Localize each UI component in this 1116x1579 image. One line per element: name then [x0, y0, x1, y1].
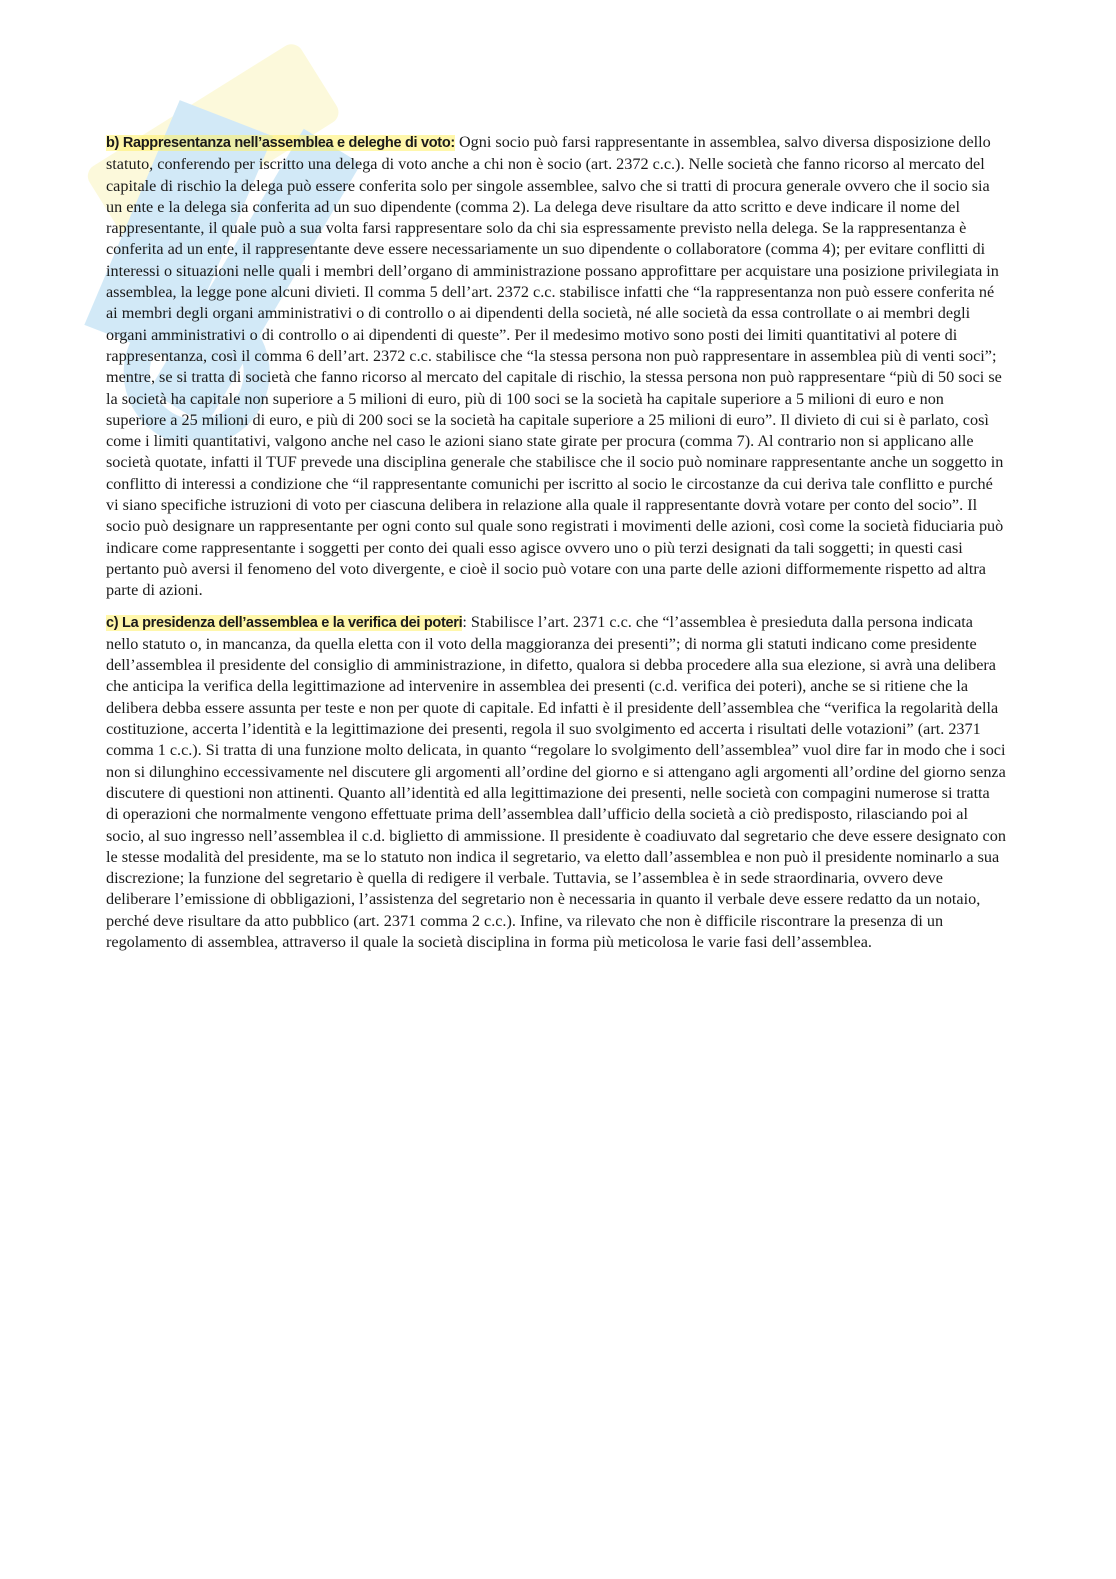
section-body-presidenza: : Stabilisce l’art. 2371 c.c. che “l’assemblea è presieduta dalla persona indicata nello statuto o, in mancanza, da quella eletta con il voto della maggioranza dei presenti”; di norma gli statuti indicano come presidente dell’assemblea il presidente del consiglio di amministrazione, in difetto, qualora si debba procedere alla sua elezione, si avrà una delibera che anticipa la verifica della legittimazione ad intervenire in assemblea dei presenti (c.d. verifica dei poteri), anche se si ritiene che la delibera debba essere assunta per teste e non per quote di capitale. Ed infatti è il presidente dell’assemblea che “verifica la regolarità della costituzione, accerta l’identità e la legittimazione dei presenti, regola il suo svolgimento ed accerta i risultati delle votazioni” (art. 2371 comma 1 c.c.). Si tratta di una funzione molto delicata, in quanto “regolare lo svolgimento dell’assemblea” vuol dire far in modo che i soci non si dilunghino eccessivamente nel discutere gli argomenti all’ordine del giorno e si attengano agli argomenti all’ordine del giorno senza discutere di questioni non attinenti. Quanto all’identità ed alla legittimazione dei presenti, nelle società con compagini numerose si tratta di operazioni che normalmente vengono effettuate prima dell’assemblea dall’ufficio della società a ciò predisposto, rilasciando poi al socio, al suo ingresso nell’assemblea il c.d. biglietto di ammissione. Il presidente è coadiuvato dal segretario che deve essere designato con le stesse modalità del presidente, ma se lo statuto non indica il segretario, va eletto dall’assemblea e non può il presidente nominarlo a sua discrezione; la funzione del segretario è quella di redigere il verbale. Tuttavia, se l’assemblea è in sede straordinaria, ovvero deve deliberare l’emissione di obbligazioni, l’assistenza del segretario non è necessaria in quanto il verbale deve essere redatto da un notaio, perché deve risultare da atto pubblico (art. 2371 comma 2 c.c.). Infine, va rilevato che non è difficile riscontrare la presenza di un regolamento di assemblea, attraverso il quale la società disciplina in forma più meticolosa le varie fasi dell’assemblea.: [106, 612, 1006, 951]
document-page: [106, 132, 1006, 963]
paragraph-presidenza: [106, 612, 1006, 954]
paragraph-rappresentanza: [106, 132, 1006, 602]
section-heading-presidenza: c) La presidenza dell’assemblea e la verifica dei poteri: [106, 614, 463, 631]
section-heading-rappresentanza: b) Rappresentanza nell’assemblea e deleghe di voto:: [106, 135, 455, 151]
section-body-rappresentanza: Ogni socio può farsi rappresentante in assemblea, salvo diversa disposizione dello statuto, conferendo per iscritto una delega di voto anche a chi non è socio (art. 2372 c.c.). Nelle società che fanno ricorso al mercato del capitale di rischio la delega può essere conferita solo per singole assemblee, salvo che si tratti di procura generale ovvero che il socio sia un ente e la delega sia conferita ad un suo dipendente (comma 2). La delega deve risultare da atto scritto e deve indicare il nome del rappresentante, il quale può a sua volta farsi rappresentare solo da chi sia espressamente previsto nella delega. Se la rappresentanza è conferita ad un ente, il rappresentante deve essere necessariamente un suo dipendente o collaboratore (comma 4); per evitare conflitti di interessi o situazioni nelle quali i membri dell’organo di amministrazione possano approfittare per acquistare una posizione privilegiata in assemblea, la legge pone alcuni divieti. Il comma 5 dell’art. 2372 c.c. stabilisce infatti che “la rappresentanza non può essere conferita né ai membri degli organi amministrativi o di controllo o ai dipendenti della società, né alle società da essa controllate o ai membri degli organi amministrativi o di controllo o ai dipendenti di queste”. Per il medesimo motivo sono posti dei limiti quantitativi al potere di rappresentanza, così il comma 6 dell’art. 2372 c.c. stabilisce che “la stessa persona non può rappresentare in assemblea più di venti soci”; mentre, se si tratta di società che fanno ricorso al mercato del capitale di rischio, la stessa persona non può rappresentare “più di 50 soci se la società ha capitale non superiore a 5 milioni di euro, più di 100 soci se la società ha capitale superiore a 5 milioni di euro e non superiore a 25 milioni di euro, e più di 200 soci se la società ha capitale superiore a 25 milioni di euro”. Il divieto di cui si è parlato, così come i limiti quantitativi, valgono anche nel caso le azioni siano state girate per procura (comma 7). Al contrario non si applicano alle società quotate, infatti il TUF prevede una disciplina generale che stabilisce che il socio può nominare rappresentante anche un soggetto in conflitto di interessi a condizione che “il rappresentante comunichi per iscritto al socio le circostanze da cui deriva tale conflitto e purché vi siano specifiche istruzioni di voto per ciascuna delibera in relazione alla quale il rappresentante dovrà votare per conto del socio”. Il socio può designare un rappresentante per ogni conto sul quale sono registrati i movimenti delle azioni, così come la società fiduciaria può indicare come rappresentante i soggetti per conto dei quali esso agisce ovvero uno o più terzi designati da tali soggetti; in questi casi pertanto può aversi il fenomeno del voto divergente, e cioè il socio può votare con una parte delle azioni difformemente rispetto ad altra parte di azioni.: [106, 133, 1004, 600]
